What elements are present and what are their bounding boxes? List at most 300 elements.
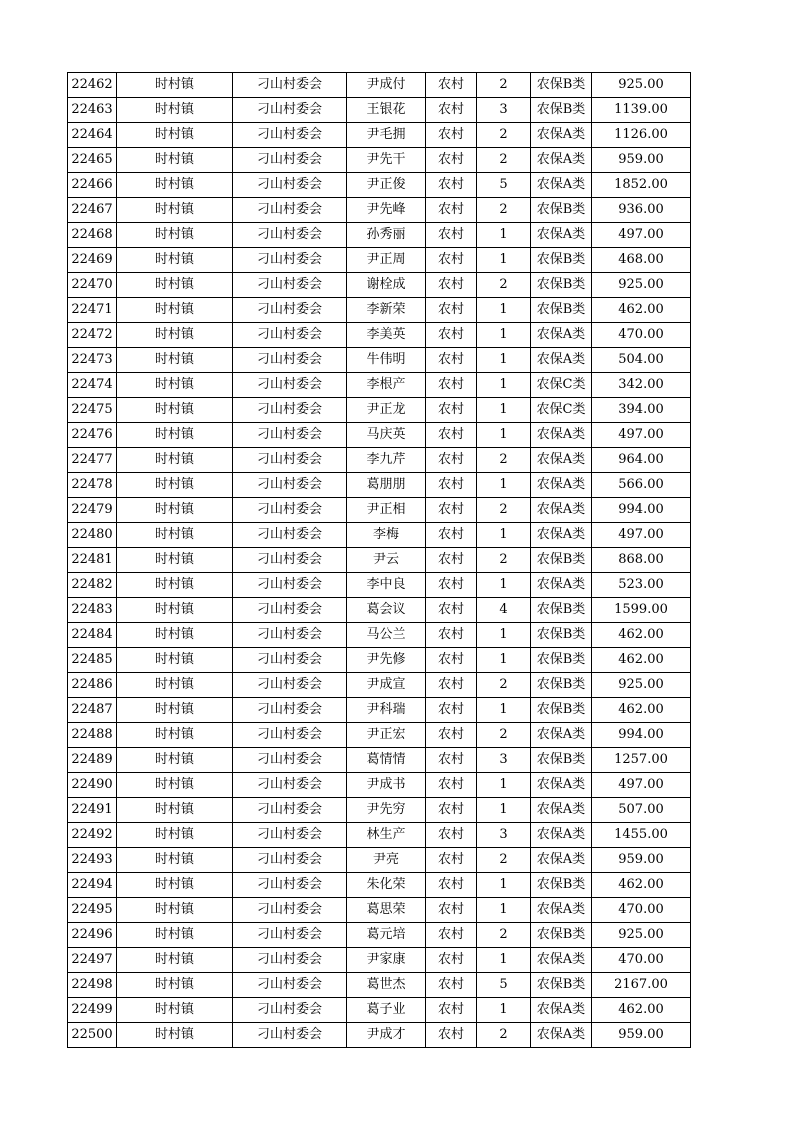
amount-cell: 462.00 [592, 698, 691, 723]
type-cell: 农村 [426, 373, 477, 398]
type-cell: 农村 [426, 1023, 477, 1048]
table-row [68, 148, 691, 173]
id-cell: 22492 [68, 823, 117, 848]
amount-cell: 959.00 [592, 848, 691, 873]
name-cell: 尹正宏 [347, 723, 426, 748]
table-row [68, 423, 691, 448]
amount-cell: 462.00 [592, 623, 691, 648]
count-cell: 2 [477, 673, 531, 698]
id-cell: 22496 [68, 923, 117, 948]
table-row [68, 123, 691, 148]
table-row [68, 648, 691, 673]
town-cell: 时村镇 [117, 223, 233, 248]
town-cell: 时村镇 [117, 948, 233, 973]
village-cell: 刁山村委会 [233, 573, 347, 598]
village-cell: 刁山村委会 [233, 648, 347, 673]
count-cell: 2 [477, 548, 531, 573]
name-cell: 尹正龙 [347, 398, 426, 423]
type-cell: 农村 [426, 448, 477, 473]
name-cell: 牛伟明 [347, 348, 426, 373]
count-cell: 2 [477, 848, 531, 873]
village-cell: 刁山村委会 [233, 298, 347, 323]
town-cell: 时村镇 [117, 398, 233, 423]
count-cell: 4 [477, 598, 531, 623]
name-cell: 李梅 [347, 523, 426, 548]
type-cell: 农村 [426, 898, 477, 923]
amount-cell: 507.00 [592, 798, 691, 823]
category-cell: 农保A类 [531, 1023, 592, 1048]
amount-cell: 462.00 [592, 648, 691, 673]
town-cell: 时村镇 [117, 73, 233, 98]
town-cell: 时村镇 [117, 1023, 233, 1048]
amount-cell: 462.00 [592, 998, 691, 1023]
name-cell: 葛思荣 [347, 898, 426, 923]
id-cell: 22467 [68, 198, 117, 223]
name-cell: 尹先穷 [347, 798, 426, 823]
category-cell: 农保A类 [531, 448, 592, 473]
town-cell: 时村镇 [117, 673, 233, 698]
village-cell: 刁山村委会 [233, 73, 347, 98]
id-cell: 22493 [68, 848, 117, 873]
amount-cell: 1455.00 [592, 823, 691, 848]
data-table [67, 72, 691, 1048]
type-cell: 农村 [426, 173, 477, 198]
type-cell: 农村 [426, 73, 477, 98]
id-cell: 22470 [68, 273, 117, 298]
count-cell: 2 [477, 498, 531, 523]
count-cell: 1 [477, 648, 531, 673]
town-cell: 时村镇 [117, 723, 233, 748]
category-cell: 农保A类 [531, 423, 592, 448]
type-cell: 农村 [426, 673, 477, 698]
name-cell: 尹成付 [347, 73, 426, 98]
town-cell: 时村镇 [117, 648, 233, 673]
amount-cell: 462.00 [592, 298, 691, 323]
count-cell: 1 [477, 323, 531, 348]
town-cell: 时村镇 [117, 748, 233, 773]
id-cell: 22500 [68, 1023, 117, 1048]
name-cell: 葛情情 [347, 748, 426, 773]
category-cell: 农保B类 [531, 698, 592, 723]
name-cell: 葛朋朋 [347, 473, 426, 498]
name-cell: 尹正相 [347, 498, 426, 523]
type-cell: 农村 [426, 998, 477, 1023]
id-cell: 22473 [68, 348, 117, 373]
amount-cell: 994.00 [592, 498, 691, 523]
type-cell: 农村 [426, 273, 477, 298]
type-cell: 农村 [426, 298, 477, 323]
village-cell: 刁山村委会 [233, 448, 347, 473]
name-cell: 葛世杰 [347, 973, 426, 998]
category-cell: 农保B类 [531, 298, 592, 323]
amount-cell: 462.00 [592, 873, 691, 898]
amount-cell: 497.00 [592, 223, 691, 248]
table-row [68, 348, 691, 373]
count-cell: 1 [477, 898, 531, 923]
town-cell: 时村镇 [117, 998, 233, 1023]
town-cell: 时村镇 [117, 823, 233, 848]
count-cell: 1 [477, 798, 531, 823]
town-cell: 时村镇 [117, 598, 233, 623]
village-cell: 刁山村委会 [233, 773, 347, 798]
id-cell: 22481 [68, 548, 117, 573]
amount-cell: 497.00 [592, 523, 691, 548]
table-row [68, 373, 691, 398]
table-row [68, 573, 691, 598]
village-cell: 刁山村委会 [233, 398, 347, 423]
count-cell: 1 [477, 698, 531, 723]
amount-cell: 868.00 [592, 548, 691, 573]
name-cell: 尹云 [347, 548, 426, 573]
id-cell: 22464 [68, 123, 117, 148]
category-cell: 农保B类 [531, 598, 592, 623]
type-cell: 农村 [426, 423, 477, 448]
amount-cell: 1257.00 [592, 748, 691, 773]
name-cell: 尹先峰 [347, 198, 426, 223]
id-cell: 22471 [68, 298, 117, 323]
village-cell: 刁山村委会 [233, 148, 347, 173]
count-cell: 2 [477, 198, 531, 223]
amount-cell: 394.00 [592, 398, 691, 423]
village-cell: 刁山村委会 [233, 373, 347, 398]
amount-cell: 468.00 [592, 248, 691, 273]
category-cell: 农保B类 [531, 73, 592, 98]
category-cell: 农保A类 [531, 123, 592, 148]
town-cell: 时村镇 [117, 873, 233, 898]
count-cell: 3 [477, 748, 531, 773]
amount-cell: 959.00 [592, 148, 691, 173]
count-cell: 1 [477, 773, 531, 798]
amount-cell: 523.00 [592, 573, 691, 598]
type-cell: 农村 [426, 773, 477, 798]
name-cell: 李九芹 [347, 448, 426, 473]
village-cell: 刁山村委会 [233, 323, 347, 348]
count-cell: 2 [477, 273, 531, 298]
amount-cell: 925.00 [592, 673, 691, 698]
name-cell: 葛子业 [347, 998, 426, 1023]
village-cell: 刁山村委会 [233, 948, 347, 973]
table-row [68, 973, 691, 998]
id-cell: 22463 [68, 98, 117, 123]
village-cell: 刁山村委会 [233, 873, 347, 898]
town-cell: 时村镇 [117, 323, 233, 348]
name-cell: 尹成才 [347, 1023, 426, 1048]
name-cell: 尹先干 [347, 148, 426, 173]
town-cell: 时村镇 [117, 798, 233, 823]
amount-cell: 470.00 [592, 323, 691, 348]
count-cell: 2 [477, 448, 531, 473]
type-cell: 农村 [426, 573, 477, 598]
town-cell: 时村镇 [117, 548, 233, 573]
amount-cell: 1852.00 [592, 173, 691, 198]
category-cell: 农保B类 [531, 648, 592, 673]
category-cell: 农保B类 [531, 198, 592, 223]
count-cell: 1 [477, 373, 531, 398]
type-cell: 农村 [426, 398, 477, 423]
count-cell: 1 [477, 298, 531, 323]
town-cell: 时村镇 [117, 473, 233, 498]
name-cell: 李美英 [347, 323, 426, 348]
category-cell: 农保A类 [531, 798, 592, 823]
village-cell: 刁山村委会 [233, 248, 347, 273]
town-cell: 时村镇 [117, 848, 233, 873]
town-cell: 时村镇 [117, 273, 233, 298]
id-cell: 22498 [68, 973, 117, 998]
table-row [68, 748, 691, 773]
village-cell: 刁山村委会 [233, 1023, 347, 1048]
name-cell: 林生产 [347, 823, 426, 848]
village-cell: 刁山村委会 [233, 698, 347, 723]
table-row [68, 873, 691, 898]
type-cell: 农村 [426, 98, 477, 123]
town-cell: 时村镇 [117, 698, 233, 723]
count-cell: 1 [477, 423, 531, 448]
category-cell: 农保A类 [531, 323, 592, 348]
village-cell: 刁山村委会 [233, 348, 347, 373]
name-cell: 朱化荣 [347, 873, 426, 898]
table-row [68, 548, 691, 573]
village-cell: 刁山村委会 [233, 123, 347, 148]
table-row [68, 98, 691, 123]
count-cell: 2 [477, 148, 531, 173]
type-cell: 农村 [426, 973, 477, 998]
amount-cell: 1139.00 [592, 98, 691, 123]
table-row [68, 698, 691, 723]
category-cell: 农保B类 [531, 873, 592, 898]
id-cell: 22489 [68, 748, 117, 773]
amount-cell: 1126.00 [592, 123, 691, 148]
count-cell: 3 [477, 823, 531, 848]
table-row [68, 848, 691, 873]
table-row [68, 773, 691, 798]
name-cell: 马公兰 [347, 623, 426, 648]
type-cell: 农村 [426, 698, 477, 723]
category-cell: 农保B类 [531, 248, 592, 273]
type-cell: 农村 [426, 798, 477, 823]
id-cell: 22485 [68, 648, 117, 673]
table-row [68, 998, 691, 1023]
amount-cell: 925.00 [592, 73, 691, 98]
count-cell: 1 [477, 998, 531, 1023]
village-cell: 刁山村委会 [233, 823, 347, 848]
count-cell: 5 [477, 973, 531, 998]
type-cell: 农村 [426, 198, 477, 223]
category-cell: 农保A类 [531, 998, 592, 1023]
count-cell: 3 [477, 98, 531, 123]
table-row [68, 298, 691, 323]
type-cell: 农村 [426, 598, 477, 623]
count-cell: 1 [477, 248, 531, 273]
village-cell: 刁山村委会 [233, 723, 347, 748]
name-cell: 孙秀丽 [347, 223, 426, 248]
town-cell: 时村镇 [117, 248, 233, 273]
name-cell: 尹亮 [347, 848, 426, 873]
table-row [68, 598, 691, 623]
table-row [68, 73, 691, 98]
table-row [68, 398, 691, 423]
table-row [68, 523, 691, 548]
id-cell: 22478 [68, 473, 117, 498]
category-cell: 农保A类 [531, 773, 592, 798]
type-cell: 农村 [426, 123, 477, 148]
table-row [68, 323, 691, 348]
amount-cell: 342.00 [592, 373, 691, 398]
count-cell: 5 [477, 173, 531, 198]
category-cell: 农保B类 [531, 623, 592, 648]
id-cell: 22476 [68, 423, 117, 448]
amount-cell: 925.00 [592, 923, 691, 948]
village-cell: 刁山村委会 [233, 198, 347, 223]
table-row [68, 448, 691, 473]
table-row [68, 898, 691, 923]
category-cell: 农保A类 [531, 473, 592, 498]
count-cell: 1 [477, 623, 531, 648]
category-cell: 农保B类 [531, 673, 592, 698]
name-cell: 马庆英 [347, 423, 426, 448]
town-cell: 时村镇 [117, 348, 233, 373]
town-cell: 时村镇 [117, 623, 233, 648]
count-cell: 1 [477, 573, 531, 598]
id-cell: 22484 [68, 623, 117, 648]
village-cell: 刁山村委会 [233, 598, 347, 623]
id-cell: 22490 [68, 773, 117, 798]
amount-cell: 925.00 [592, 273, 691, 298]
id-cell: 22499 [68, 998, 117, 1023]
id-cell: 22469 [68, 248, 117, 273]
count-cell: 2 [477, 123, 531, 148]
table-row [68, 798, 691, 823]
type-cell: 农村 [426, 473, 477, 498]
name-cell: 李新荣 [347, 298, 426, 323]
table-row [68, 248, 691, 273]
id-cell: 22487 [68, 698, 117, 723]
amount-cell: 2167.00 [592, 973, 691, 998]
amount-cell: 497.00 [592, 773, 691, 798]
count-cell: 1 [477, 523, 531, 548]
amount-cell: 497.00 [592, 423, 691, 448]
count-cell: 2 [477, 73, 531, 98]
count-cell: 1 [477, 398, 531, 423]
category-cell: 农保C类 [531, 373, 592, 398]
table-row [68, 723, 691, 748]
amount-cell: 504.00 [592, 348, 691, 373]
amount-cell: 1599.00 [592, 598, 691, 623]
town-cell: 时村镇 [117, 373, 233, 398]
village-cell: 刁山村委会 [233, 673, 347, 698]
category-cell: 农保A类 [531, 173, 592, 198]
table-row [68, 923, 691, 948]
table-row [68, 223, 691, 248]
table-row [68, 823, 691, 848]
type-cell: 农村 [426, 248, 477, 273]
table-row [68, 673, 691, 698]
category-cell: 农保C类 [531, 398, 592, 423]
type-cell: 农村 [426, 523, 477, 548]
town-cell: 时村镇 [117, 923, 233, 948]
category-cell: 农保A类 [531, 498, 592, 523]
village-cell: 刁山村委会 [233, 523, 347, 548]
table-row [68, 173, 691, 198]
name-cell: 王银花 [347, 98, 426, 123]
category-cell: 农保A类 [531, 948, 592, 973]
count-cell: 1 [477, 473, 531, 498]
type-cell: 农村 [426, 848, 477, 873]
id-cell: 22466 [68, 173, 117, 198]
town-cell: 时村镇 [117, 573, 233, 598]
name-cell: 尹成书 [347, 773, 426, 798]
name-cell: 尹毛拥 [347, 123, 426, 148]
name-cell: 尹先修 [347, 648, 426, 673]
count-cell: 2 [477, 1023, 531, 1048]
category-cell: 农保B类 [531, 973, 592, 998]
id-cell: 22494 [68, 873, 117, 898]
town-cell: 时村镇 [117, 173, 233, 198]
name-cell: 李中良 [347, 573, 426, 598]
table-body [68, 73, 691, 1048]
type-cell: 农村 [426, 948, 477, 973]
category-cell: 农保A类 [531, 848, 592, 873]
category-cell: 农保A类 [531, 898, 592, 923]
category-cell: 农保A类 [531, 823, 592, 848]
type-cell: 农村 [426, 623, 477, 648]
village-cell: 刁山村委会 [233, 798, 347, 823]
category-cell: 农保A类 [531, 348, 592, 373]
type-cell: 农村 [426, 648, 477, 673]
town-cell: 时村镇 [117, 498, 233, 523]
town-cell: 时村镇 [117, 523, 233, 548]
town-cell: 时村镇 [117, 98, 233, 123]
id-cell: 22462 [68, 73, 117, 98]
table-row [68, 1023, 691, 1048]
id-cell: 22474 [68, 373, 117, 398]
town-cell: 时村镇 [117, 448, 233, 473]
village-cell: 刁山村委会 [233, 98, 347, 123]
town-cell: 时村镇 [117, 298, 233, 323]
village-cell: 刁山村委会 [233, 498, 347, 523]
amount-cell: 936.00 [592, 198, 691, 223]
id-cell: 22475 [68, 398, 117, 423]
type-cell: 农村 [426, 748, 477, 773]
name-cell: 李根产 [347, 373, 426, 398]
table-row [68, 948, 691, 973]
category-cell: 农保B类 [531, 98, 592, 123]
category-cell: 农保A类 [531, 573, 592, 598]
table-row [68, 473, 691, 498]
type-cell: 农村 [426, 873, 477, 898]
table-row [68, 273, 691, 298]
table-row [68, 498, 691, 523]
village-cell: 刁山村委会 [233, 473, 347, 498]
id-cell: 22480 [68, 523, 117, 548]
name-cell: 尹科瑞 [347, 698, 426, 723]
category-cell: 农保B类 [531, 273, 592, 298]
name-cell: 谢栓成 [347, 273, 426, 298]
category-cell: 农保B类 [531, 548, 592, 573]
count-cell: 1 [477, 348, 531, 373]
village-cell: 刁山村委会 [233, 973, 347, 998]
id-cell: 22465 [68, 148, 117, 173]
category-cell: 农保B类 [531, 923, 592, 948]
category-cell: 农保B类 [531, 748, 592, 773]
town-cell: 时村镇 [117, 198, 233, 223]
count-cell: 1 [477, 873, 531, 898]
village-cell: 刁山村委会 [233, 898, 347, 923]
id-cell: 22497 [68, 948, 117, 973]
id-cell: 22468 [68, 223, 117, 248]
village-cell: 刁山村委会 [233, 748, 347, 773]
id-cell: 22495 [68, 898, 117, 923]
id-cell: 22488 [68, 723, 117, 748]
